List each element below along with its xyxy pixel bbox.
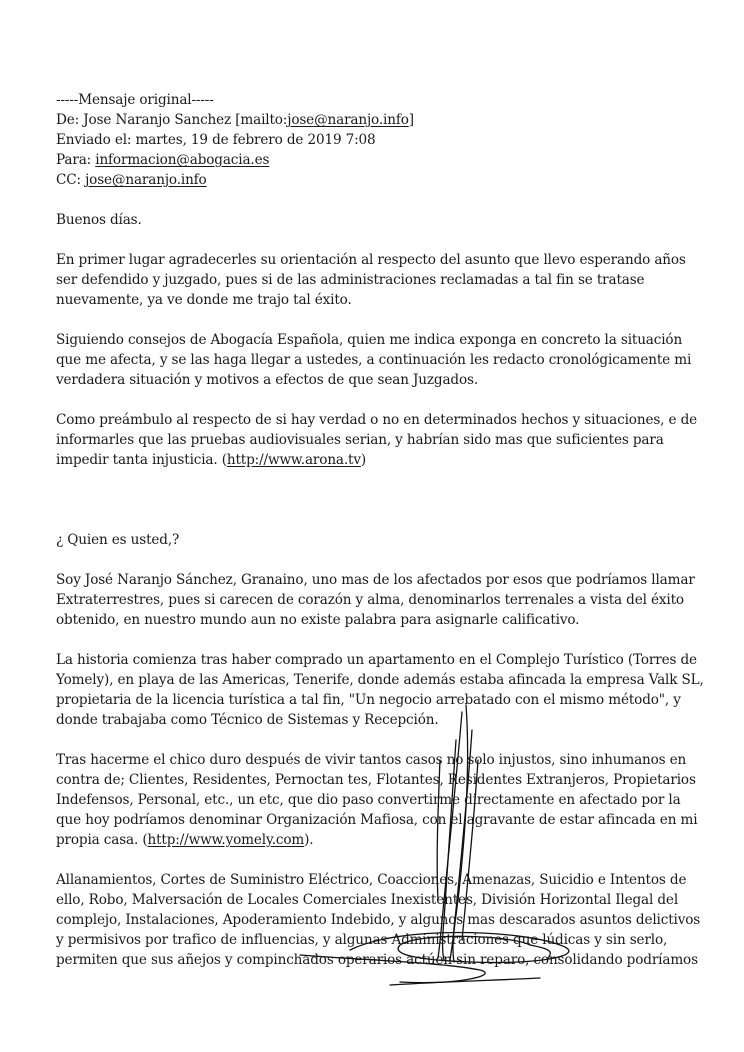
to-email-link[interactable]: informacion@abogacia.es <box>95 152 270 168</box>
situation-end: ). <box>304 832 314 848</box>
paragraph-intro: En primer lugar agradecerles su orientación al respecto del asunto que llevo esperando años ser defendido y juzgado, pues si de las administraciones reclamadas a tal fin se tratase nuevamente, ya ve donde me trajo tal éxito. <box>56 252 686 308</box>
paragraph-advice: Siguiendo consejos de Abogacía Española, quien me indica exponga en concreto la situación que me afecta, y se las haga llegar a ustedes, a continuación les redacto cronológicamente mi verdadera situación y motivos a efectos de que sean Juzgados. <box>56 332 692 388</box>
section-heading: ¿ Quien es usted,? <box>56 532 180 548</box>
arona-link[interactable]: http://www.arona.tv <box>226 452 361 468</box>
from-line <box>56 110 706 130</box>
to-line <box>56 150 706 170</box>
to-label: Para: <box>56 152 96 168</box>
yomely-link[interactable]: http://www.yomely.com <box>147 832 305 848</box>
preamble-end: ) <box>360 452 367 468</box>
situation-text: Tras hacerme el chico duro después de vivir tantos casos no solo injustos, sino inhumanos en contra de; Clientes, Residentes, Pernoctan tes, Flotantes, Residentes Extranjeros, Propietarios Indefensos, Personal, etc., un etc, que dio paso convertirme directamente en afectado por la que hoy podríamos denominar Organización Mafiosa, con el agravante de estar afincada en mi propia casa. ( <box>56 752 698 848</box>
from-label: De: Jose Naranjo Sanchez [mailto: <box>56 112 288 128</box>
greeting: Buenos días. <box>56 212 142 228</box>
preamble-text: Como preámbulo al respecto de si hay verdad o no en determinados hechos y situaciones, e de informarles que las pruebas audiovisuales serian, y habrían sido mas que suficientes para impedir tanta injusticia. ( <box>56 412 698 468</box>
from-email-link[interactable]: jose@naranjo.info <box>287 112 409 128</box>
original-message-separator: -----Mensaje original----- <box>56 92 214 108</box>
paragraph-offenses: Allanamientos, Cortes de Suministro Eléctrico, Coacciones, Amenazas, Suicidio e Intentos de ello, Robo, Malversación de Locales Comerciales Inexistentes, División Horizontal Ilegal del complejo, Instalaciones, Apoderamiento Indebido, y algunos mas descarados asuntos delictivos y permisivos por trafico de influencias, y algunas Administraciones que lúdicas y sin serlo, permiten que sus añejos y compinchados operarios actúen sin reparo, consolidando podríamos <box>56 872 701 968</box>
sent-line: Enviado el: martes, 19 de febrero de 2019 7:08 <box>56 132 376 148</box>
paragraph-preamble <box>56 410 706 470</box>
paragraph-identity: Soy José Naranjo Sánchez, Granaino, uno mas de los afectados por esos que podríamos llamar Extraterrestres, pues si carecen de corazón y alma, denominarlos terrenales a vista del éxito obtenido, en nuestro mundo aun no existe palabra para asignarle calificativo. <box>56 572 695 628</box>
paragraph-situation <box>56 750 706 850</box>
email-header <box>56 90 706 190</box>
cc-email-link[interactable]: jose@naranjo.info <box>85 172 207 188</box>
paragraph-history: La historia comienza tras haber comprado un apartamento en el Complejo Turístico (Torres de Yomely), en playa de las Americas, Tenerife, donde además estaba afincada la empresa Valk SL, propietaria de la licencia turística a tal fin, "Un negocio arrebatado con el mismo método", y donde trabajaba como Técnico de Sistemas y Recepción. <box>56 652 704 728</box>
cc-line <box>56 170 706 190</box>
cc-label: CC: <box>56 172 86 188</box>
email-body <box>56 90 706 970</box>
from-suffix: ] <box>408 112 414 128</box>
